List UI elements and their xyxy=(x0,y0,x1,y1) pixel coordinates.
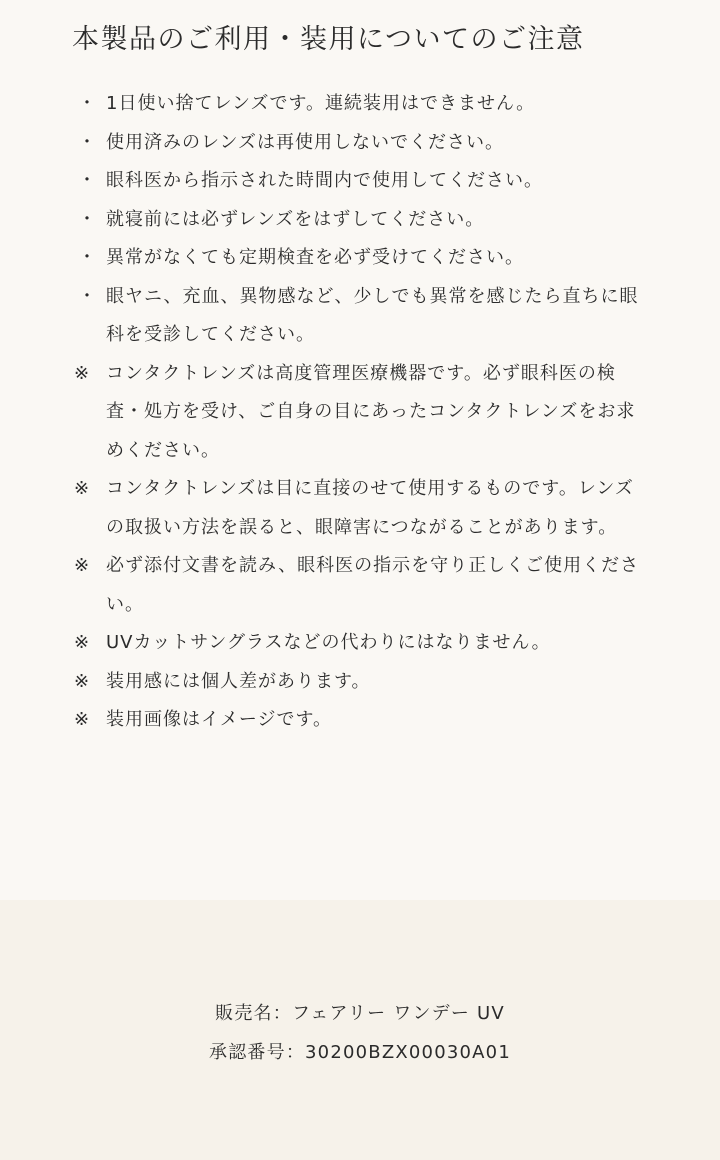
notice-item xyxy=(72,124,652,163)
bullet-marker: ・ xyxy=(78,93,97,114)
product-info-section xyxy=(0,900,720,1160)
reference-mark: ※ xyxy=(74,555,91,576)
notice-item-text: 使用済みのレンズは再使用しないでください。 xyxy=(106,131,505,153)
notice-item xyxy=(72,470,652,547)
notice-item xyxy=(72,624,652,663)
reference-mark: ※ xyxy=(74,709,91,730)
notice-item xyxy=(72,201,652,240)
notice-title: 本製品のご利用・装用についてのご注意 xyxy=(72,24,585,55)
notice-item xyxy=(72,162,652,201)
sales-name: 販売名：フェアリー ワンデー UV xyxy=(215,1003,505,1024)
notice-item-text: コンタクトレンズは高度管理医療機器です。必ず眼科医の検査・処方を受け、ご自身の目にあったコンタクトレンズをお求めください。 xyxy=(106,362,636,461)
notice-item xyxy=(72,239,652,278)
bullet-marker: ・ xyxy=(78,170,97,191)
notice-item xyxy=(72,278,652,355)
reference-mark: ※ xyxy=(74,670,91,692)
reference-mark: ※ xyxy=(74,632,91,653)
reference-mark: ※ xyxy=(74,478,91,499)
product-info xyxy=(0,995,720,1072)
bullet-marker: ・ xyxy=(78,208,97,230)
notice-list xyxy=(72,85,652,740)
notice-item-text: 就寝前には必ずレンズをはずしてください。 xyxy=(106,208,485,230)
reference-mark: ※ xyxy=(74,362,91,384)
bullet-marker: ・ xyxy=(78,247,97,268)
notice-item-text: 必ず添付文書を読み、眼科医の指示を守り正しくご使用ください。 xyxy=(106,555,640,615)
notice-item-text: 装用画像はイメージです。 xyxy=(106,709,333,730)
bullet-marker: ・ xyxy=(78,285,97,307)
notice-item xyxy=(72,547,652,624)
notice-item-text: 1日使い捨てレンズです。連続装用はできません。 xyxy=(106,93,536,114)
notice-item xyxy=(72,663,652,702)
approval-number: 承認番号：30200BZX00030A01 xyxy=(209,1041,511,1063)
bullet-marker: ・ xyxy=(78,131,97,153)
notice-item-text: 装用感には個人差があります。 xyxy=(106,670,371,692)
notice-item-text: 眼科医から指示された時間内で使用してください。 xyxy=(106,170,543,191)
notice-item xyxy=(72,355,652,471)
notice-item-text: 異常がなくても定期検査を必ず受けてください。 xyxy=(106,247,524,268)
notice-item xyxy=(72,85,652,124)
notice-item-text: UVカットサングラスなどの代わりにはなりません。 xyxy=(106,632,551,653)
notice-item-text: 眼ヤニ、充血、異物感など、少しでも異常を感じたら直ちに眼科を受診してください。 xyxy=(106,285,639,345)
notice-item-text: コンタクトレンズは目に直接のせて使用するものです。レンズの取扱い方法を誤ると、眼障害につながることがあります。 xyxy=(106,478,634,538)
notice-item xyxy=(72,701,652,740)
